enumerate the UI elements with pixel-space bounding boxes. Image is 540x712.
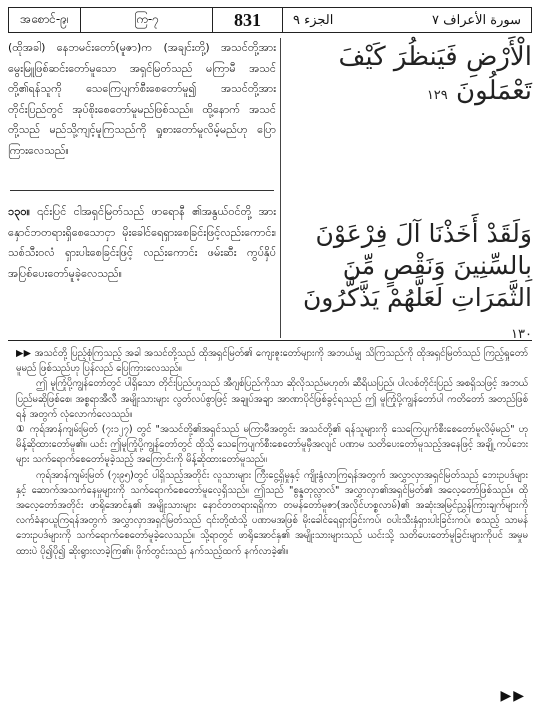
note-4: ကုရ်အာန်ကျမ်းမြတ် (၇း၉၅)တွင် ပါရှိသည့်အတိုင်း လူသားများ ကြီးငွေ့ရှိမှုနှင့် ကျိုးနွံလာကြရန်အတွက် အလွှာလှာအရှင်မြတ်သည် ဘေးဥပဒ်များနှင့် ဆောက်အသက်နေမှုများကို သက်ရောက်စေတော်မူလေ့ရှိသည်။ ဤသည် "စွန္နတုလ္လာလ်" အလွှာလှာ၏အရှင်မြတ်၏ အလေ့တော်ဖြစ်သည်။ ထိုအလေ့တော်အတိုင်း ဖာရိုအောင်နှ၏ အမျိုးသားများ နောင်တတရားရရှိကာ တမန်တော်မူဇာ(အလိုင်ဟစ္စလာမ်)၏ အဆုံးအမြင်ညွှန်ကြားချက်များကို လက်ခံနာယူကြရန်အတွက် အလွှာလှာအရှင်မြတ်သည် ၎င်းတို့ထံသို့ ပဏာမအဖြစ် မိုးခေါင်ရေရှားခြင်းကပ်၊ ဝပါးသီးနှံရှားပါးခြင်းကပ်၊ စသည့် သာမန်ဘေးဥပဒ်များကို သက်ရောက်စေတော်မူခဲ့လေသည်။ သို့ရာတွင် ဖာရိုအောင်နှ၏ အမျိုးသားများသည် ယင်းသို့ သတိပေးတော်မူခြင်းများကိုပင် အမှုမထားပဲ ပို၍ပို၍ ဆိုးရွားလာခဲ့ကြ၏။ ဖိုက်တွင်းသည် နက်သည့်ထက် နက်လာခဲ့၏။ xyxy=(16,469,528,557)
continue-marker: ▶▶ xyxy=(500,688,526,704)
verse-separator xyxy=(10,190,274,191)
commentary-notes xyxy=(16,346,528,559)
translation-text-130: ၎င်းပြင် ငါအရှင်မြတ်သည် ဖာရောနီ ၏အနွယ်ဝင်တို့ အား နှောင်ဘတရားရှိစေသောငှာ မိုးခေါင်ရေရှားစေခြင်းဖြင့်လည်းကောင်း၊ သစ်သီးဝလံ ရှားပါးစေခြင်းဖြင့် လည်းကောင်း ဖမ်းဆီး ကွပ်နှိပ် အပြစ်ပေးတော်မူခဲ့လေသည်။ xyxy=(8,205,276,280)
translation-section xyxy=(8,38,532,342)
note-2: ဤ မူကြုံပို့ကျွန်တော်တွင် ပါရှိသော တိုင်းပြည်ဟူသည် အီဂျစ်ပြည်ကိုသာ ဆိုလိုသည်မဟုတ်၊ ဆီရိယပြည်၊ ပါလစ်တိုင်းပြည် အစရှိသဖြင့် အဘယ် ပြည်မဆိုဖြစ်စေ၊ အစ္စရာအီလီ အမျိုးသားများ လွတ်လပ်စွာဖြင့် အချုပ်အချာ အာဏာပိုင်ဖြစ်ခွင့်ရသည် ဤ မူကြုံပို့ကျွန်တော်ပါ ကတိတော် အတည်ဖြစ်ရန် အတွက် လုံလောက်လေသည်။ xyxy=(16,378,528,420)
verse-marker-129: ١٢٩ xyxy=(426,88,448,103)
juz-label: الجزء ٩ xyxy=(293,12,334,28)
arabic-verse-129 xyxy=(292,40,532,113)
issue-label: အစောင်-၉၊ xyxy=(9,8,81,32)
arabic-verse-130-text: وَلَقَدْ أَخَذْنَا آلَ فِرْعَوْنَ بِالسِّنِينَ وَنَقْصٍ مِّنَ الثَّمَرَاتِ لَعَلَّهُمْ يَذَّكَّرُونَ xyxy=(302,219,532,312)
section-divider xyxy=(8,340,532,341)
arabic-verse-129-text: الْأَرْضِ فَيَنظُرَ كَيْفَ تَعْمَلُونَ xyxy=(338,42,532,106)
sura-label: سورة الأعراف ٧ xyxy=(432,12,521,28)
verse-marker-130: ١٣٠ xyxy=(511,327,532,342)
page-number: 831 xyxy=(213,8,283,32)
chapter-label: ကြ-၇ xyxy=(81,8,213,32)
arabic-header xyxy=(283,8,531,32)
verse-number-130: ၁၃၀။ xyxy=(8,205,30,218)
page-header xyxy=(8,7,532,33)
note-1: ▶▶ အသင်တို့ ပြည့်စုံကြသည့် အခါ အသင်တို့သည် ထိုအရှင်မြတ်၏ ကျေးဇူးတော်များကို အဘယ်မျှ သိကြသည်ကို ထိုအရှင်မြတ်သည် ကြည့်ရှုတော်မူမည် ဖြစ်သည်ဟု ပြန်လည် ပြေကြားလေသည်။ xyxy=(16,348,528,375)
arabic-verse-130 xyxy=(292,218,532,351)
note-3: ① ကုရ်အာန်ကျမ်းမြတ် (၇း၁၂၇) တွင် "အသင်တို့၏အရှင်သည် မကြာမီအတွင်း အသင်တို့၏ ရန်သူများကို သေကြေပျက်စီးစေတော်မူလိမ့်မည်" ဟု မိန့်ဆိုထားတော်မူ၏။ ယင်း ဤမူကြုံပို့ကျွန်တော်တွင် ထိုသို့ သေကြေပျက်စီးစေတော်မူမှီအလျင် ပဏာမ သတိပေးတော်မူသည့်အနေဖြင့် အချို့ ကပ်ဘေးများ သက်ရောက်စေတော်မူခဲ့သည့် အကြောင်းကို မိန့်ဆိုထားတော်မူသည်။ xyxy=(16,424,528,466)
translation-paragraph-130 xyxy=(8,202,276,284)
translation-paragraph-129: (ထိုအခါ) နေဘမင်းတော်(မူဇာ)က (အချင်းတို့) အသင်တို့အား မွေးမြူဖြစ်ဆင်းတော်မူသော အရှင်မြတ်သည် မကြာမီ အသင်တို့၏ရန်သူကို သေကြေပျက်စီးစေတော်မူ၍ အသင်တို့အား တိုင်းပြည်တွင် အုပ်စိုးစေတော်မူမည်ဖြစ်သည်။ ထို့နောက် အသင်တို့သည် မည်သို့ကျင့်မူကြသည်ကို ရှုစားတော်မူလိမ့်မည်ဟု ပြောကြားလေသည်။ xyxy=(8,41,276,157)
